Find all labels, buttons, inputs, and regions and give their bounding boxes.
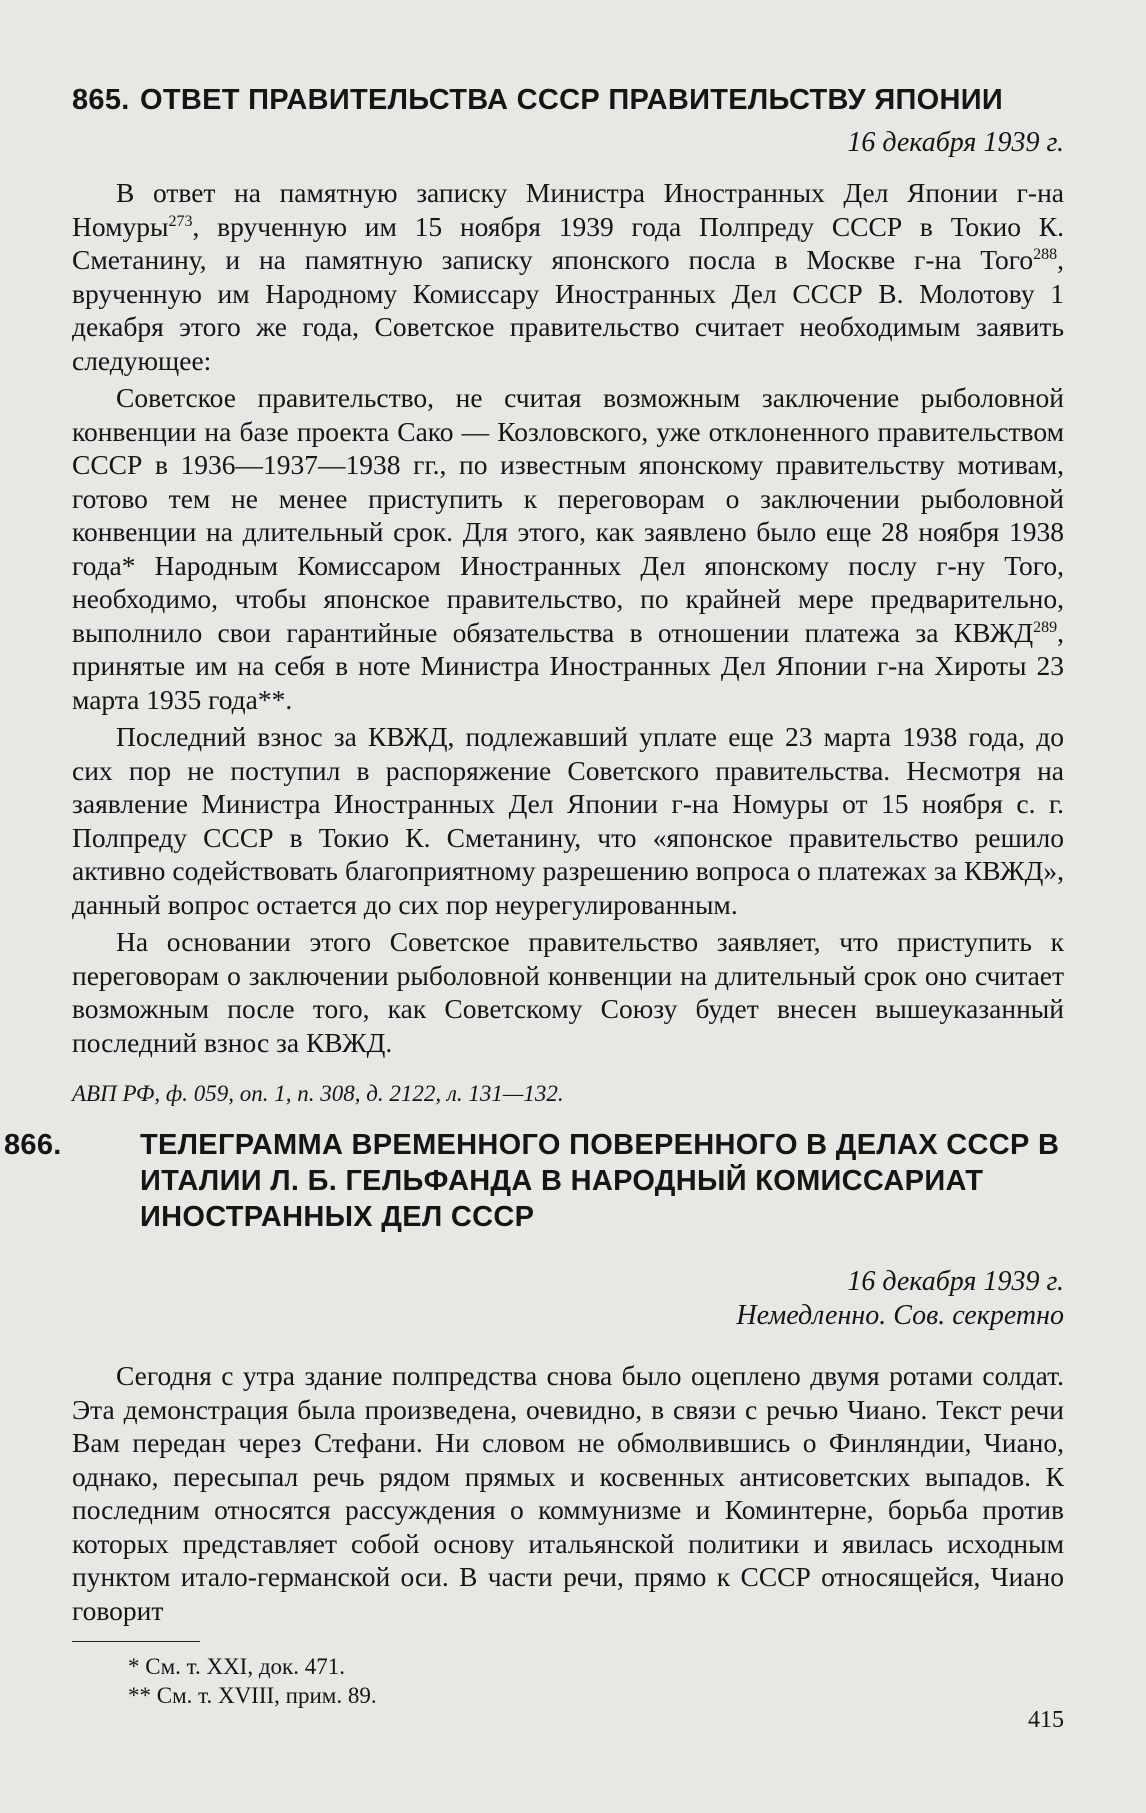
- document-865-number: 865.: [72, 84, 130, 116]
- document-866-paragraph-1: Сегодня с утра здание полпредства снова было оцеплено двумя ротами солдат. Эта демонстрация была произведена, очевидно, в связи с речью Чиано. Текст речи Вам передан через Стефани. Ни словом не обмолвившись о Финляндии, Чиано, однако, пересыпал речь рядом прямых и косвенных антисоветских выпадов. К последним относятся рассуждения о коммунизме и Коминтерне, борьба против которых представляет собой основу итальянской политики и явилась исходным пунктом итало-германской оси. В части речи, прямо к СССР относящейся, Чиано говорит: [72, 1360, 1064, 1626]
- document-865-date: 16 декабря 1939 г.: [847, 127, 1064, 158]
- document-865-paragraph-2: [72, 381, 1064, 716]
- endnote-reference: 273: [168, 212, 193, 230]
- document-866-classification: Немедленно. Сов. секретно: [736, 1300, 1064, 1331]
- endnote-reference: 288: [1033, 246, 1058, 263]
- document-866-heading: [4, 1127, 1064, 1235]
- document-865-heading: [72, 82, 1064, 118]
- endnote-reference: 289: [1033, 618, 1058, 636]
- footnote-2: ** См. т. XVIII, прим. 89.: [128, 1683, 377, 1708]
- paragraph-text: , врученную им 15 ноября 1939 года Полпреду СССР в Токио К. Сметанину, и на памятную записку японского посла в Москве г-на Того: [72, 210, 1064, 275]
- paragraph-text: В ответ на памятную записку Министра Иностранных Дел Японии г-на Номуры: [72, 177, 1064, 242]
- paragraph-text: , врученную им Народному Комиссару Иностранных Дел СССР В. Молотову 1 декабря этого же года, Советское правительство считает необходимым заявить следующее:: [72, 244, 1064, 376]
- document-865-paragraph-1: [72, 176, 1064, 377]
- paragraph-text: , принятые им на себя в ноте Министра Иностранных Дел Японии г-на Хироты 23 марта 1935 года**.: [72, 616, 1064, 715]
- document-866-title: ТЕЛЕГРАММА ВРЕМЕННОГО ПОВЕРЕННОГО В ДЕЛАХ СССР В ИТАЛИИ Л. Б. ГЕЛЬФАНДА В НАРОДНЫЙ КОМИССАРИАТ ИНОСТРАННЫХ ДЕЛ СССР: [140, 1129, 1060, 1233]
- page-number: 415: [1028, 1707, 1064, 1733]
- footnote-1: * См. т. XXI, док. 471.: [128, 1654, 345, 1679]
- document-865-archive-source: АВП РФ, ф. 059, оп. 1, п. 308, д. 2122, л. 131—132.: [72, 1081, 564, 1106]
- footnote-divider: [72, 1641, 200, 1642]
- document-866-date: 16 декабря 1939 г.: [847, 1266, 1064, 1297]
- document-865-paragraph-3: Последний взнос за КВЖД, подлежавший уплате еще 23 марта 1938 года, до сих пор не поступил в распоряжение Советского правительства. Несмотря на заявление Министра Иностранных Дел Японии г-на Номуры от 15 ноября с. г. Полпреду СССР в Токио К. Сметанину, что «японское правительство решило активно содействовать благоприятному разрешению вопроса о платежах за КВЖД», данный вопрос остается до сих пор неурегулированным.: [72, 721, 1064, 920]
- paragraph-text: Советское правительство, не считая возможным заключение рыболовной конвенции на базе проекта Сако — Козловского, уже отклоненного правительством СССР в 1936—1937—1938 гг., по известным японскому правительству мотивам, готово тем не менее приступить к переговорам о заключении рыболовной конвенции на длительный срок. Для этого, как заявлено было еще 28 ноября 1938 года* Народным Комиссаром Иностранных Дел японскому послу г-ну Того, необходимо, чтобы японское правительство, по крайней мере предварительно, выполнило свои гарантийные обязательства в отношении платежа за КВЖД: [72, 382, 1064, 648]
- document-page: [4, 72, 1064, 1733]
- document-865-paragraph-4: На основании этого Советское правительство заявляет, что приступить к переговорам о заключении рыболовной конвенции на длительный срок оно считает возможным после того, как Советскому Союзу будет внесен вышеуказанный последний взнос за КВЖД.: [72, 926, 1064, 1058]
- document-866-number: 866.: [4, 1129, 62, 1161]
- document-865-title: ОТВЕТ ПРАВИТЕЛЬСТВА СССР ПРАВИТЕЛЬСТВУ ЯПОНИИ: [140, 84, 1004, 116]
